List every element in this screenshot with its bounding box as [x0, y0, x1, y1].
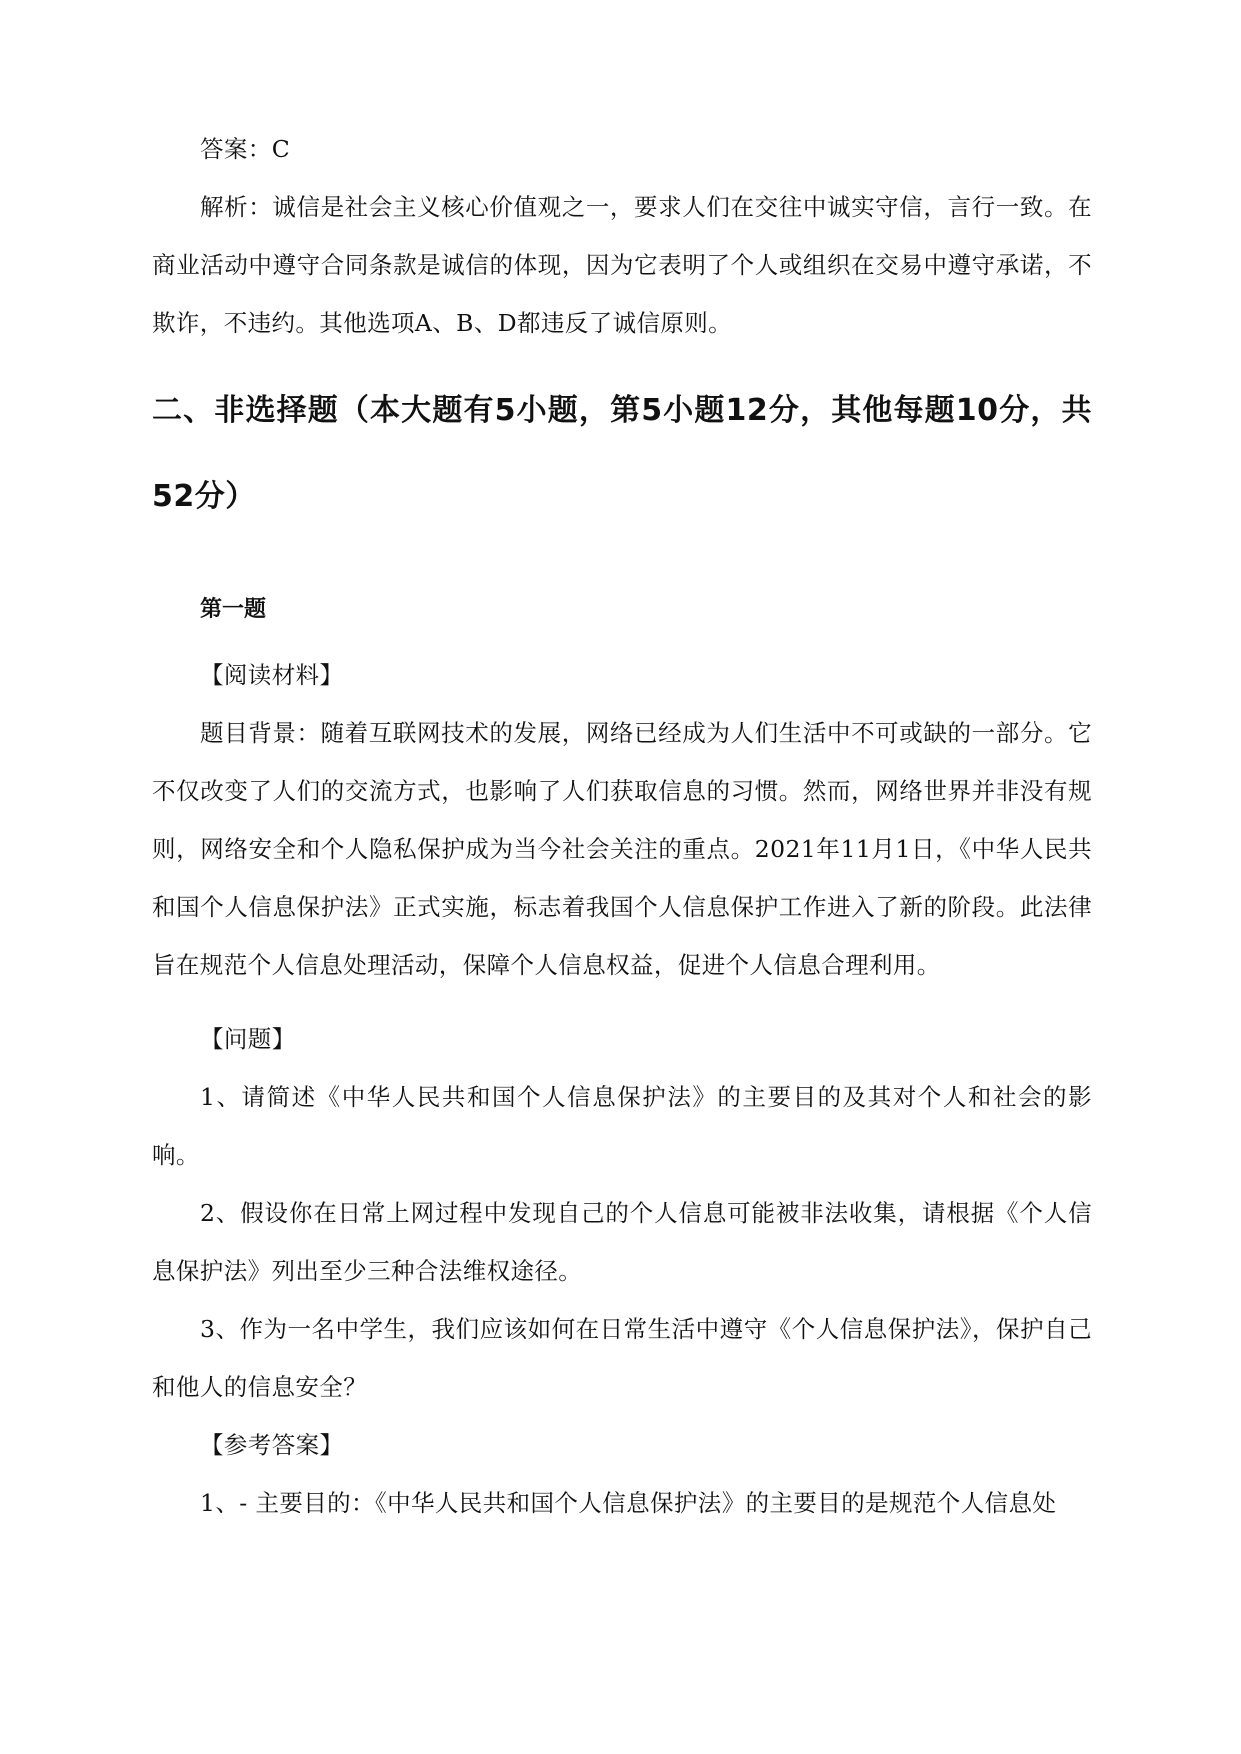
analysis-paragraph: 解析：诚信是社会主义核心价值观之一，要求人们在交往中诚实守信，言行一致。在商业活动中遵守合同条款是诚信的体现，因为它表明了个人或组织在交易中遵守承诺，不欺诈，不违约。其他选项A、B、D都违反了诚信原则。	[152, 193, 1092, 337]
material-label: 【阅读材料】	[200, 661, 344, 689]
reference-answer-1: 1、- 主要目的：《中华人民共和国个人信息保护法》的主要目的是规范个人信息处	[200, 1489, 1057, 1517]
section-title: 二、非选择题（本大题有5小题，第5小题12分，其他每题10分，共52分）	[152, 393, 1092, 514]
question-item-2: 2、假设你在日常上网过程中发现自己的个人信息可能被非法收集，请根据《个人信息保护法》列出至少三种合法维权途径。	[152, 1199, 1092, 1285]
background-paragraph: 题目背景：随着互联网技术的发展，网络已经成为人们生活中不可或缺的一部分。它不仅改变了人们的交流方式，也影响了人们获取信息的习惯。然而，网络世界并非没有规则，网络安全和个人隐私保护成为当今社会关注的重点。2021年11月1日，《中华人民共和国个人信息保护法》正式实施，标志着我国个人信息保护工作进入了新的阶段。此法律旨在规范个人信息处理活动，保障个人信息权益，促进个人信息合理利用。	[152, 719, 1092, 979]
answer-line: 答案：C	[200, 135, 291, 163]
question-title: 第一题	[200, 597, 267, 622]
question-item-1: 1、请简述《中华人民共和国个人信息保护法》的主要目的及其对个人和社会的影响。	[152, 1083, 1092, 1169]
reference-answer-label: 【参考答案】	[200, 1431, 344, 1459]
question-item-3: 3、作为一名中学生，我们应该如何在日常生活中遵守《个人信息保护法》，保护自己和他人的信息安全？	[152, 1315, 1092, 1401]
questions-label: 【问题】	[200, 1025, 296, 1053]
